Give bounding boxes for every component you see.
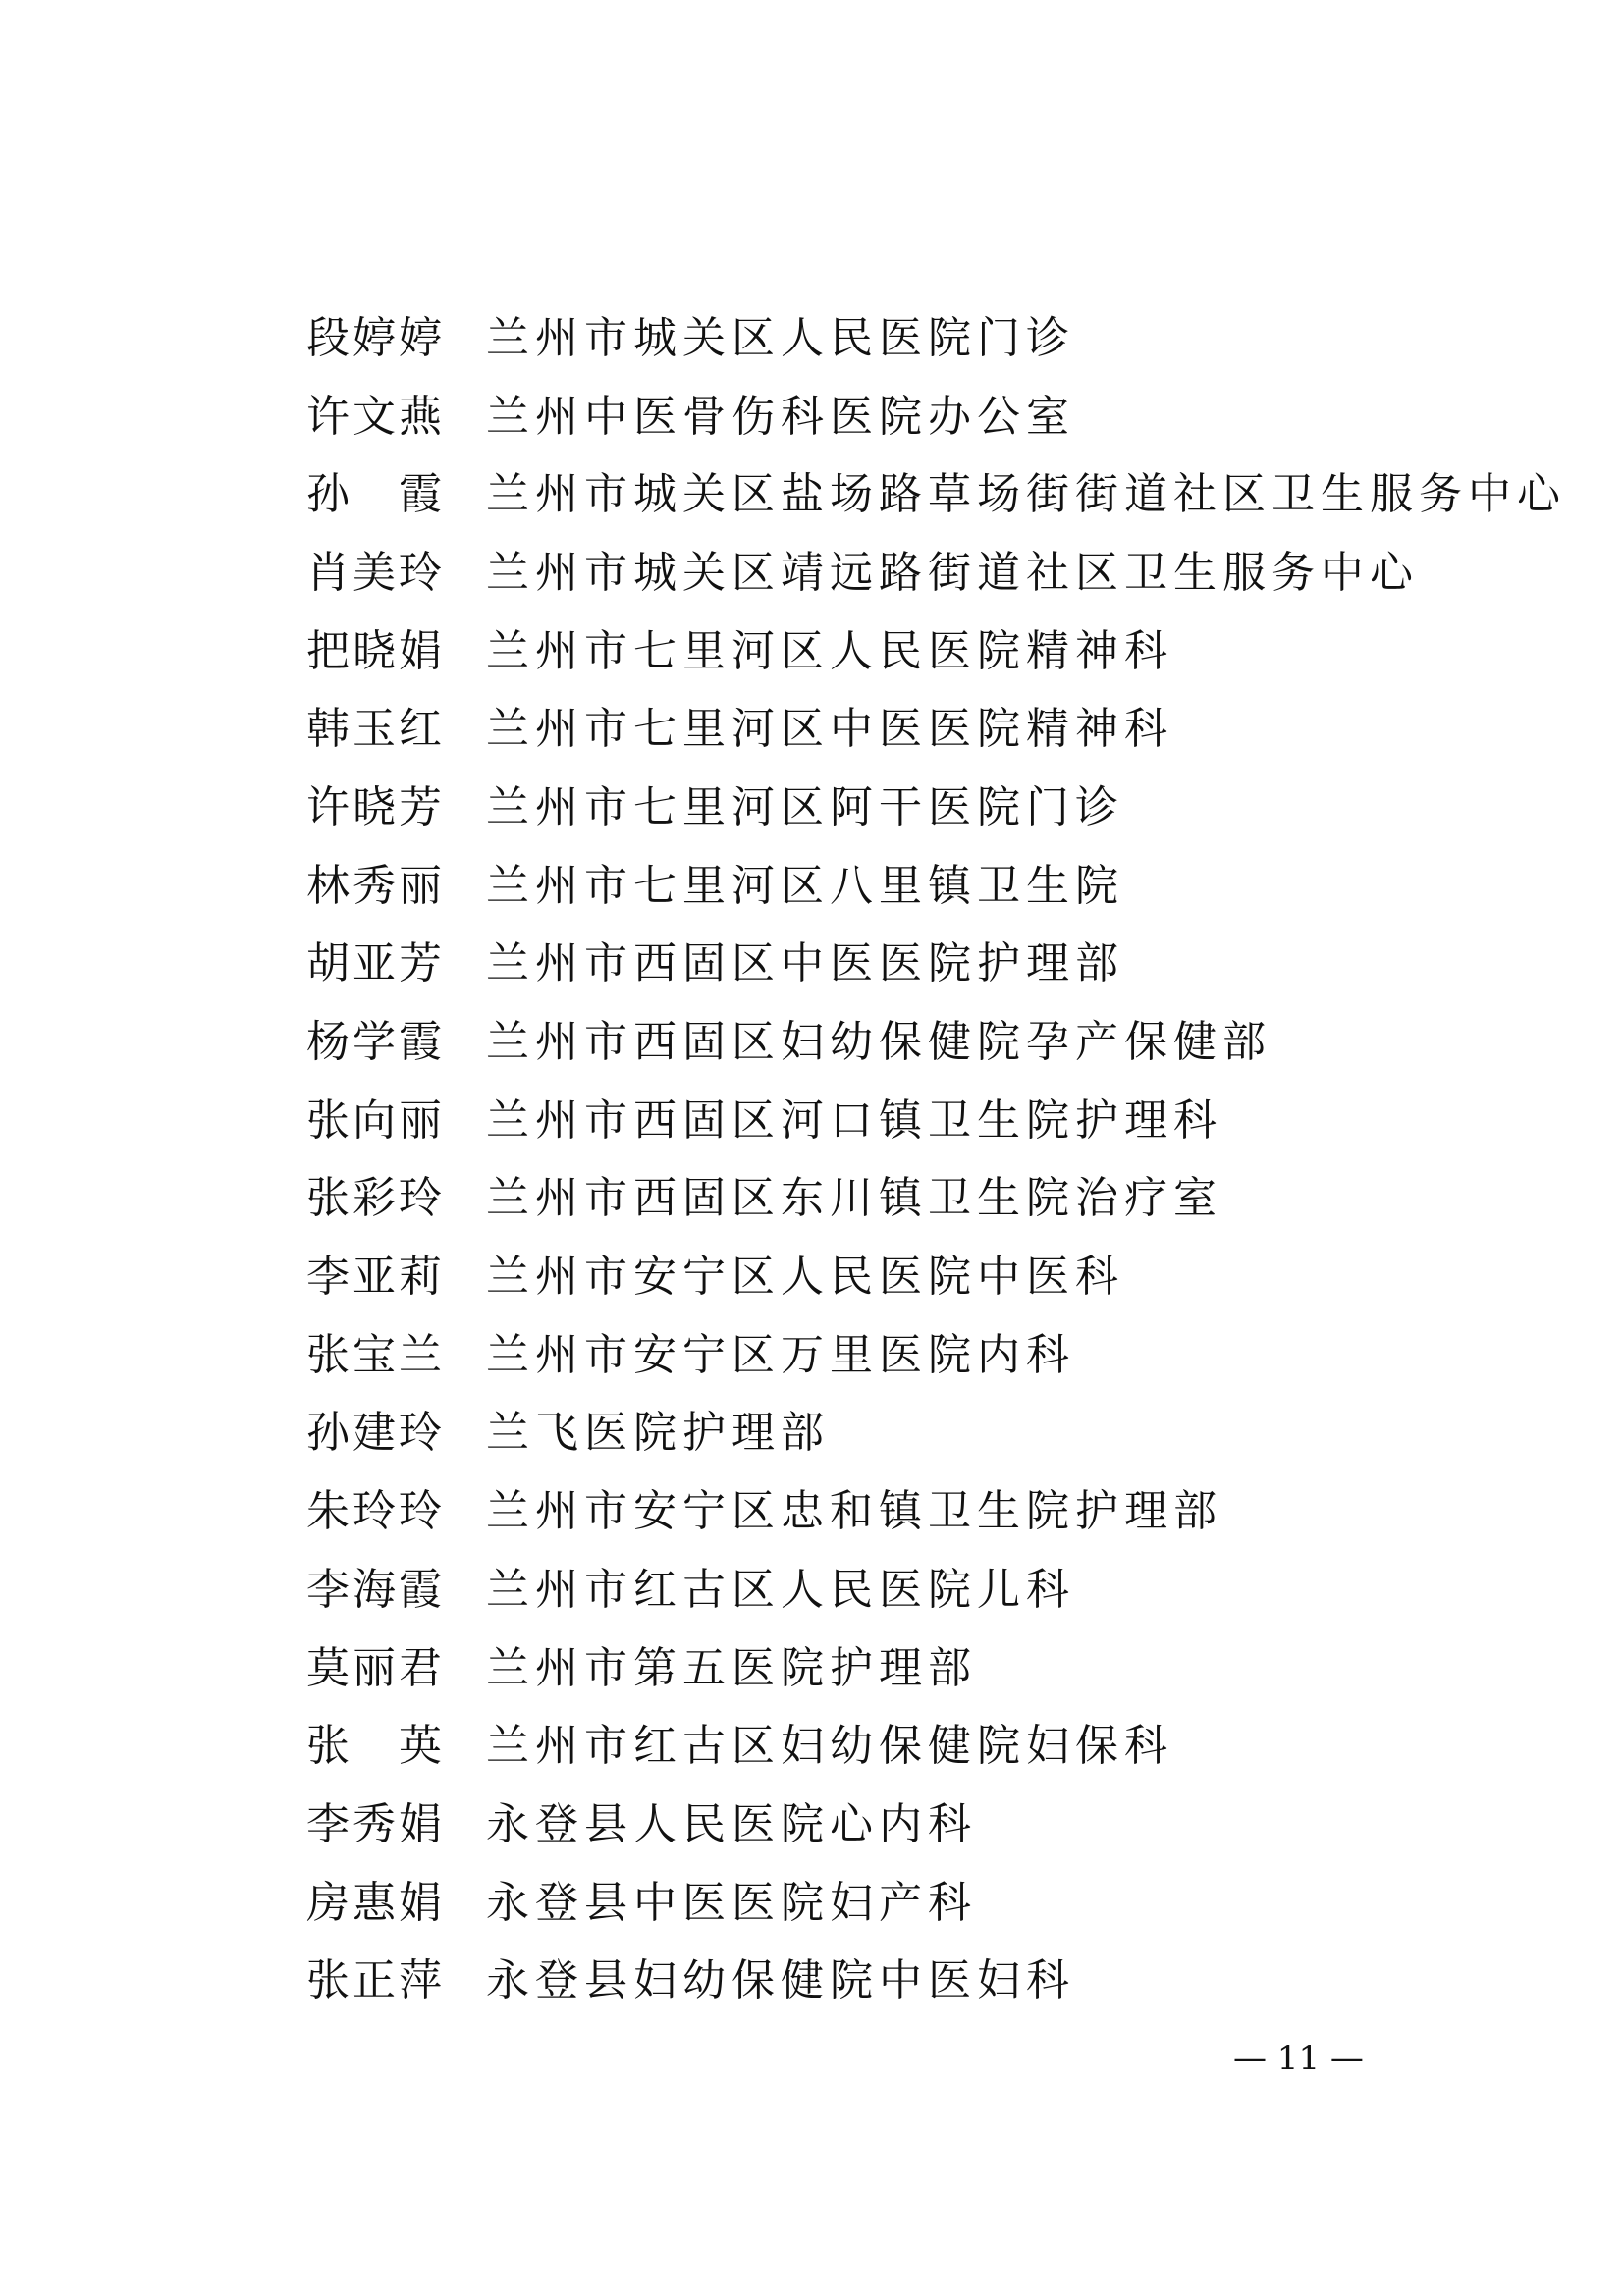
list-item xyxy=(306,1082,1534,1160)
work-unit: 兰州市第五医院护理部 xyxy=(486,1642,977,1693)
person-name: 李亚莉 xyxy=(306,1252,445,1303)
list-item xyxy=(306,1551,1534,1629)
honoree-list xyxy=(306,299,1566,2020)
person-name: 李秀娟 xyxy=(306,1798,445,1849)
work-unit: 兰州市红古区妇幼保健院妇保科 xyxy=(486,1721,1173,1772)
person-name: 张正萍 xyxy=(306,1955,445,2006)
work-unit: 兰州市七里河区八里镇卫生院 xyxy=(486,860,1124,911)
work-unit: 兰州市七里河区阿干医院门诊 xyxy=(486,781,1124,832)
work-unit: 兰州市安宁区万里医院内科 xyxy=(486,1329,1075,1380)
person-name: 韩玉红 xyxy=(306,704,445,755)
list-item xyxy=(306,1472,1534,1551)
person-name: 孙 霞 xyxy=(306,469,445,520)
work-unit: 兰飞医院护理部 xyxy=(486,1408,830,1459)
work-unit: 永登县人民医院心内科 xyxy=(486,1798,977,1849)
list-item xyxy=(306,847,1534,926)
work-unit: 兰州市城关区盐场路草场街街道社区卫生服务中心 xyxy=(486,469,1566,520)
work-unit: 兰州市七里河区人民医院精神科 xyxy=(486,625,1173,676)
person-name: 张宝兰 xyxy=(306,1329,445,1380)
list-item xyxy=(306,1786,1534,1864)
work-unit: 兰州市安宁区人民医院中医科 xyxy=(486,1252,1124,1303)
list-item xyxy=(306,1707,1534,1786)
person-name: 孙建玲 xyxy=(306,1408,445,1459)
work-unit: 兰州市城关区靖远路街道社区卫生服务中心 xyxy=(486,547,1419,598)
list-item xyxy=(306,1238,1534,1316)
list-item xyxy=(306,1629,1534,1708)
list-item xyxy=(306,1160,1534,1239)
work-unit: 兰州中医骨伤科医院办公室 xyxy=(486,391,1075,442)
work-unit: 兰州市城关区人民医院门诊 xyxy=(486,312,1075,363)
person-name: 胡亚芳 xyxy=(306,938,445,989)
person-name: 房惠娟 xyxy=(306,1877,445,1928)
list-item xyxy=(306,455,1566,534)
person-name: 张 英 xyxy=(306,1721,445,1772)
page-number: — 11 — xyxy=(1233,2039,1364,2078)
person-name: 许晓芳 xyxy=(306,781,445,832)
person-name: 张向丽 xyxy=(306,1095,445,1146)
work-unit: 兰州市安宁区忠和镇卫生院护理部 xyxy=(486,1486,1222,1537)
work-unit: 兰州市七里河区中医医院精神科 xyxy=(486,704,1173,755)
person-name: 莫丽君 xyxy=(306,1642,445,1693)
work-unit: 兰州市西固区东川镇卫生院治疗室 xyxy=(486,1173,1222,1224)
person-name: 李海霞 xyxy=(306,1564,445,1615)
list-item xyxy=(306,613,1534,691)
person-name: 肖美玲 xyxy=(306,547,445,598)
person-name: 朱玲玲 xyxy=(306,1486,445,1537)
work-unit: 兰州市西固区河口镇卫生院护理科 xyxy=(486,1095,1222,1146)
list-item xyxy=(306,1942,1534,2020)
person-name: 张彩玲 xyxy=(306,1173,445,1224)
work-unit: 兰州市西固区妇幼保健院孕产保健部 xyxy=(486,1017,1272,1068)
list-item xyxy=(306,926,1534,1004)
list-item xyxy=(306,1003,1534,1082)
work-unit: 永登县中医医院妇产科 xyxy=(486,1877,977,1928)
list-item xyxy=(306,1864,1534,1943)
person-name: 杨学霞 xyxy=(306,1017,445,1068)
list-item xyxy=(306,690,1534,769)
person-name: 把晓娟 xyxy=(306,625,445,676)
list-item xyxy=(306,534,1534,613)
work-unit: 永登县妇幼保健院中医妇科 xyxy=(486,1955,1075,2006)
list-item xyxy=(306,1395,1534,1473)
list-item xyxy=(306,769,1534,847)
person-name: 林秀丽 xyxy=(306,860,445,911)
list-item xyxy=(306,378,1534,456)
person-name: 段婷婷 xyxy=(306,312,445,363)
work-unit: 兰州市红古区人民医院儿科 xyxy=(486,1564,1075,1615)
list-item xyxy=(306,1316,1534,1395)
person-name: 许文燕 xyxy=(306,391,445,442)
list-item xyxy=(306,299,1534,378)
work-unit: 兰州市西固区中医医院护理部 xyxy=(486,938,1124,989)
